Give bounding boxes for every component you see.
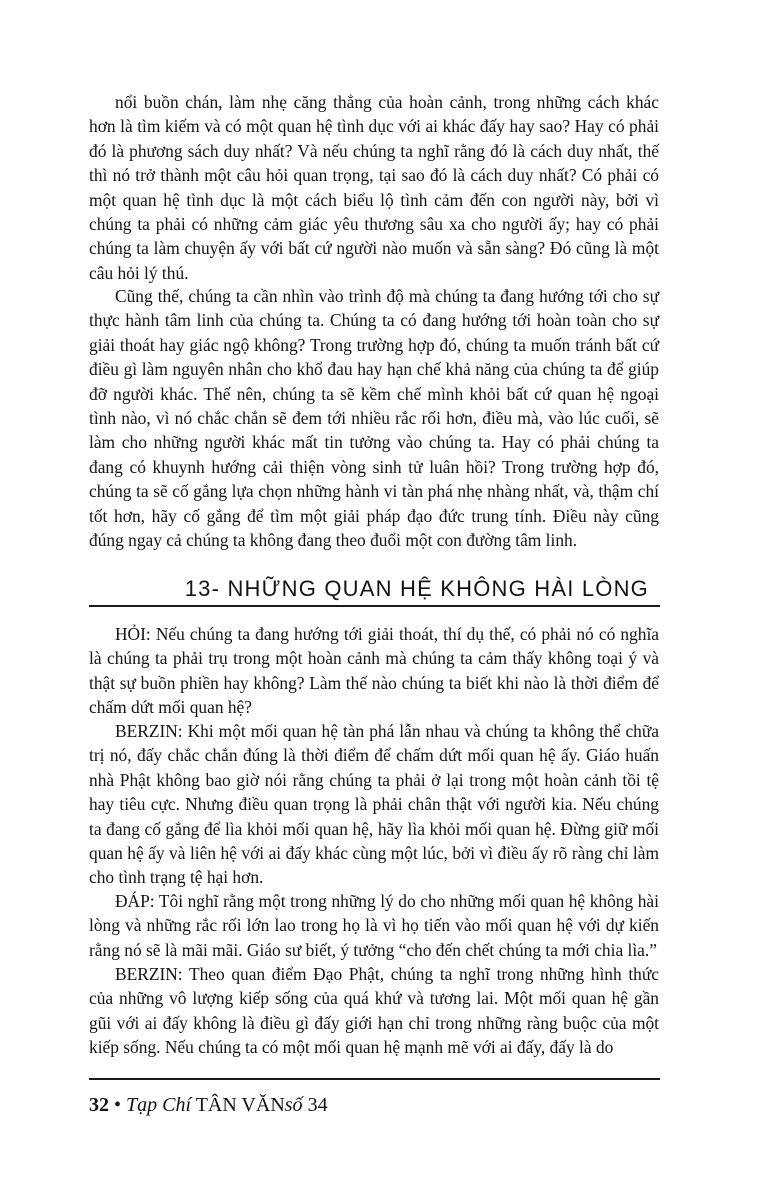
page-number: 32 <box>89 1094 109 1116</box>
magazine-name: TÂN VĂN <box>195 1094 285 1116</box>
paragraph-continuation: nổi buồn chán, làm nhẹ căng thẳng của hoàn cảnh, trong những cách khác hơn là tìm kiếm và có một quan hệ tình dục với ai khác đấy hay sao? Hay có phải đó là phương sách duy nhất? Và nếu chúng ta nghĩ rằng đó là cách duy nhất, thế thì nó trở thành một câu hỏi quan trọng, tại sao đó là cách duy nhất? Có phải có một quan hệ tình dục là một cách biểu lộ tình cảm đến con người này, bởi vì chúng ta phải có những cảm giác yêu thương sâu xa cho người ấy; hay có phải chúng ta làm chuyện ấy với bất cứ người nào muốn và sẵn sàng? Đó cũng là một câu hỏi lý thú. <box>89 92 659 283</box>
issue-prefix: số <box>284 1094 303 1116</box>
heading-rule <box>89 605 660 607</box>
issue-number: 34 <box>307 1094 328 1116</box>
footer-rule <box>89 1078 660 1080</box>
paragraph-berzin-answer-2: BERZIN: Theo quan điểm Đạo Phật, chúng ta nghĩ trong những hình thức của những vô lượng kiếp sống của quá khứ và tương lai. Một mối quan hệ gần gũi với ai đấy không là điều gì đấy giới hạn chỉ trong những ràng buộc của một kiếp sống. Nếu chúng ta có một mối quan hệ mạnh mẽ với ai đấy, đấy là do <box>89 964 659 1058</box>
page-footer <box>89 1092 328 1118</box>
footer-bullet: • <box>114 1094 122 1116</box>
paragraph-reply: ĐÁP: Tôi nghĩ rằng một trong những lý do cho những mối quan hệ không hài lòng và những rắc rối lớn lao trong họ là vì họ tiến vào mối quan hệ với dự kiến rằng nó sẽ là mãi mãi. Giáo sư biết, ý tưởng “cho đến chết chúng ta mới chia lìa.” <box>89 891 659 960</box>
section-heading: 13- NHỮNG QUAN HỆ KHÔNG HÀI LÒNG <box>184 576 649 601</box>
magazine-prefix: Tạp Chí <box>126 1094 192 1116</box>
paragraph-spiritual-practice: Cũng thế, chúng ta cần nhìn vào trình độ mà chúng ta đang hướng tới cho sự thực hành tâm linh của chúng ta. Chúng ta có đang hướng tới hoàn toàn cho sự giải thoát hay giác ngộ không? Trong trường hợp đó, chúng ta muốn tránh bất cứ điều gì làm nguyên nhân cho khổ đau hay hạn chế khả năng của chúng ta để giúp đỡ người khác. Thế nên, chúng ta sẽ kềm chế mình khỏi bất cứ quan hệ ngoại tình nào, vì nó chắc chắn sẽ đem tới nhiều rắc rối hơn, điều mà, vào lúc cuối, sẽ làm cho những người khác mất tin tưởng vào chúng ta. Hay có phải chúng ta đang có khuynh hướng cải thiện vòng sinh tử luân hồi? Trong trường hợp đó, chúng ta sẽ cố gắng lựa chọn những hành vi tàn phá nhẹ nhàng nhất, và, thậm chí tốt hơn, hãy cố gắng để tìm một giải pháp đạo đức trung tính. Điều này cũng đúng ngay cả chúng ta không đang theo đuổi một con đường tâm linh. <box>89 286 659 551</box>
paragraph-berzin-answer-1: BERZIN: Khi một mối quan hệ tàn phá lẫn nhau và chúng ta không thể chữa trị nó, đấy chắc chắn đúng là thời điểm để chấm dứt mối quan hệ ấy. Giáo huấn nhà Phật không bao giờ nói rằng chúng ta phải ở lại trong một hoàn cảnh tồi tệ hay tiêu cực. Nhưng điều quan trọng là phải chân thật với người kia. Nếu chúng ta đang cố gắng để lìa khỏi mối quan hệ, hãy lìa khỏi mối quan hệ. Đừng giữ mối quan hệ ấy và liên hệ với ai đấy khác cùng một lúc, bởi vì điều ấy rõ ràng chỉ làm cho tình trạng tệ hại hơn. <box>89 721 659 888</box>
paragraph-question: HỎI: Nếu chúng ta đang hướng tới giải thoát, thí dụ thế, có phải nó có nghĩa là chúng ta phải trụ trong một hoàn cảnh mà chúng ta cảm thấy không toại ý và thật sự buồn phiền hay không? Làm thế nào chúng ta biết khi nào là thời điểm để chấm dứt mối quan hệ? <box>89 624 659 718</box>
